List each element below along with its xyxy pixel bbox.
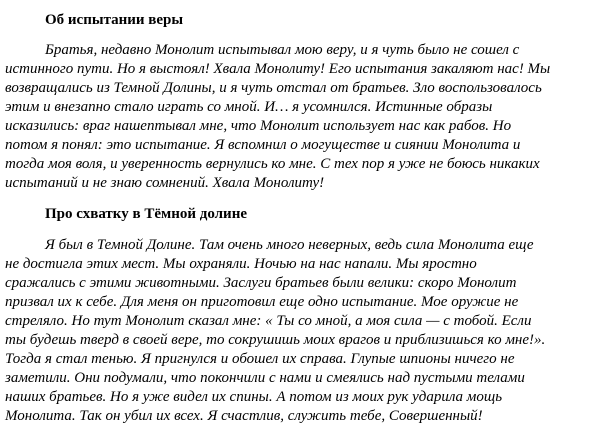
text-line: наших братьев. Но я уже видел их спины. А потом из моих рук ударила мощь [5, 389, 503, 405]
text-line: тогда моя воля, и уверенность вернулись ко мне. С тех пор я уже не боюсь никаких [5, 156, 540, 172]
text-line: Я был в Темной Долине. Там очень много неверных, ведь сила Монолита еще [45, 237, 534, 253]
text-line: этим и внезапно стало играть со мной. И… я усомнился. Истинные образы [5, 99, 493, 115]
text-line: исказились: враг нашептывал мне, что Монолит использует нас как рабов. Но [5, 118, 512, 134]
text-line: не достигла этих мест. Мы охраняли. Ночью на нас напали. Мы яростно [5, 256, 477, 272]
text-line: сражались с этими животными. Заслуги братьев были велики: скоро Монолит [5, 275, 517, 291]
text-line: Братья, недавно Монолит испытывал мою веру, и я чуть было не сошел с [45, 42, 520, 58]
section-title-faith-trial: Об испытании веры [45, 12, 184, 28]
text-line: истинного пути. Но я выстоял! Хвала Монолиту! Его испытания закаляют нас! Мы [5, 61, 551, 77]
text-line: стреляло. Но тут Монолит сказал мне: « Ты со мной, а моя сила — с тобой. Если [5, 313, 532, 329]
text-line: ты будешь тверд в своей вере, то сокрушишь моих врагов и приблизишься ко мне!». [5, 332, 546, 348]
text-line: призвал их к себе. Для меня он приготовил еще одно испытание. Мое оружие не [5, 294, 519, 310]
text-line: потом я понял: это испытание. Я вспомнил о могуществе и сиянии Монолита и [5, 137, 521, 153]
text-line: заметили. Они подумали, что покончили с нами и смеялись над пустыми телами [5, 370, 525, 386]
text-line: испытаний и не знаю сомнений. Хвала Монолиту! [5, 175, 325, 191]
text-line: возвращались из Темной Долины, и я чуть отстал от братьев. Зло воспользовалось [5, 80, 542, 96]
text-line: Монолита. Так он убил их всех. Я счастлив, служить тебе, Совершенный! [5, 408, 483, 424]
text-line: Тогда я стал тенью. Я пригнулся и обошел их справа. Глупые шпионы ничего не [5, 351, 515, 367]
section-title-dark-valley: Про схватку в Тёмной долине [45, 206, 247, 222]
